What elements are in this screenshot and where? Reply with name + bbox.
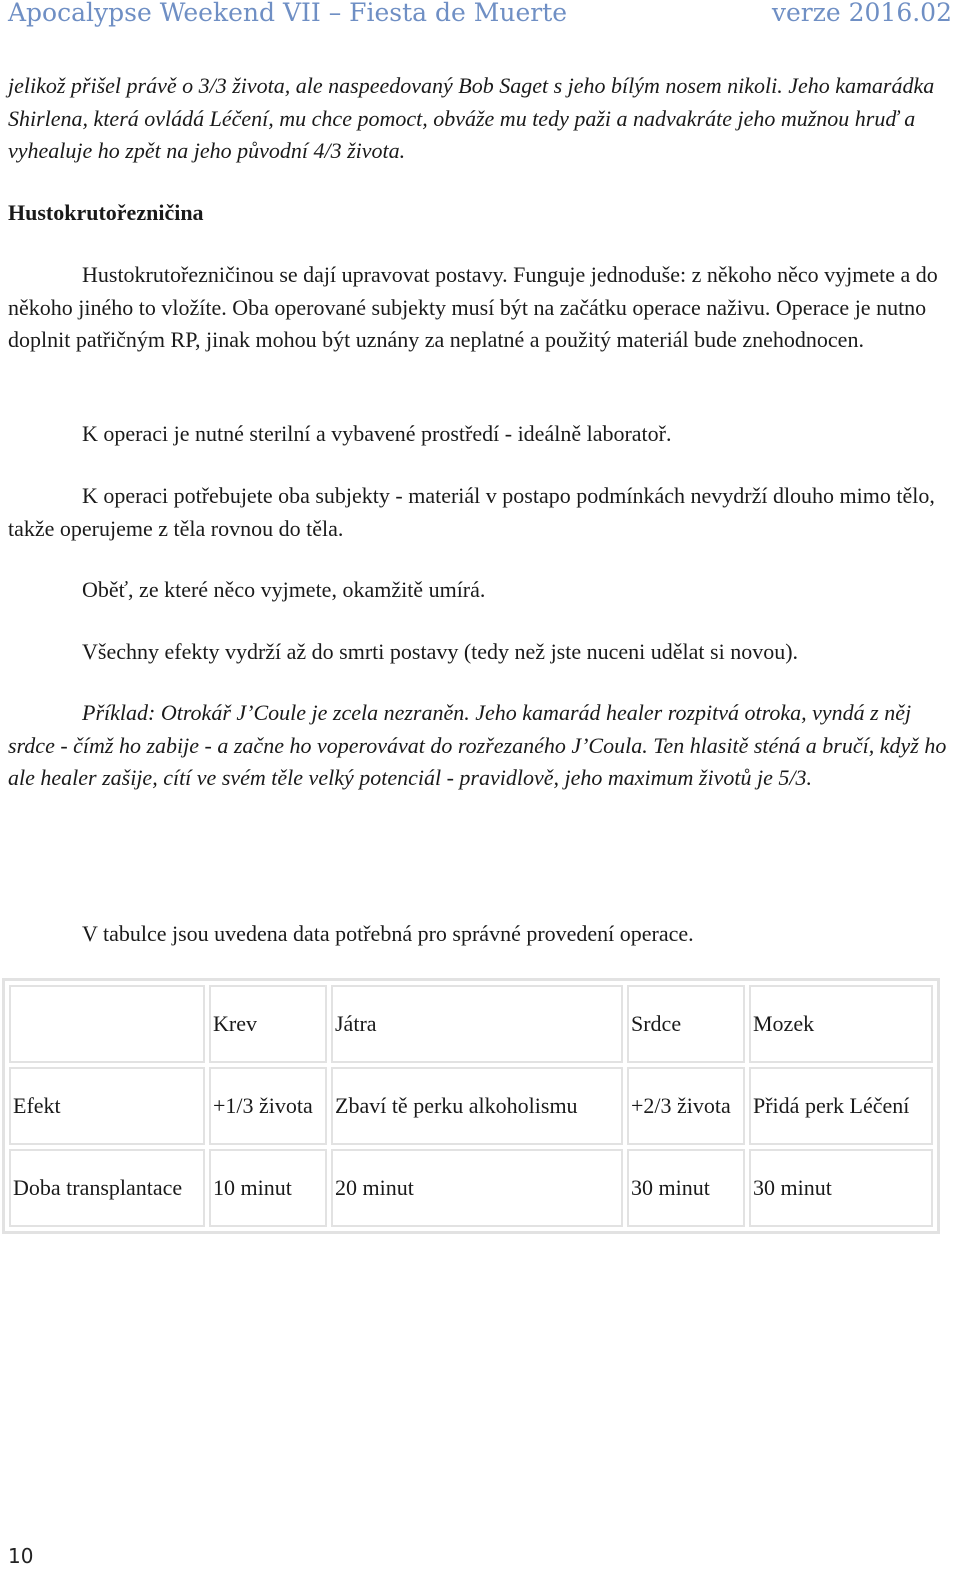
section-heading: Hustokrutořezničina bbox=[8, 200, 204, 225]
intro-paragraph: jelikož přišel právě o 3/3 života, ale naspeedovaný Bob Saget s jeho bílým nosem nikoli. Jeho kamarádka Shirlena, která ovládá Léčení, mu chce pomoct, obváže mu tedy paži a nadvakráte jeho mužnou hruď a vyhealuje ho zpět na jeho původní 4/3 života. bbox=[8, 73, 935, 163]
table-cell: 10 minut bbox=[209, 1149, 327, 1227]
page-number: 10 bbox=[8, 1544, 34, 1568]
table-cell bbox=[9, 985, 205, 1063]
table-row bbox=[9, 1149, 933, 1227]
page-header bbox=[8, 0, 952, 32]
paragraph-example: Příklad: Otrokář J’Coule je zcela nezraněn. Jeho kamarád healer rozpitvá otroka, vyndá z něj srdce - čímž ho zabije - a začne ho voperovávat do rozřezaného J’Coula. Ten hlasitě sténá a bručí, když ho ale healer zašije, cítí ve svém těle velký potenciál - pravidlově, jeho maximum životů je 5/3. bbox=[8, 700, 947, 790]
paragraph-subjects: K operaci potřebujete oba subjekty - materiál v postapo podmínkách nevydrží dlouho mimo tělo, takže operujeme z těla rovnou do těla. bbox=[8, 483, 935, 541]
table-cell: Zbaví tě perku alkoholismu bbox=[331, 1067, 623, 1145]
table-row bbox=[9, 1067, 933, 1145]
document-version: verze 2016.02 bbox=[771, 0, 952, 27]
paragraph-duration: Všechny efekty vydrží až do smrti postavy (tedy než jste nuceni udělat si novou). bbox=[82, 639, 799, 664]
paragraph-environment: K operaci je nutné sterilní a vybavené prostředí - ideálně laboratoř. bbox=[82, 421, 672, 446]
table-cell: Přidá perk Léčení bbox=[749, 1067, 933, 1145]
paragraph-table-intro: V tabulce jsou uvedena data potřebná pro správné provedení operace. bbox=[82, 921, 694, 946]
table-cell: +2/3 života bbox=[627, 1067, 745, 1145]
paragraph-definition: Hustokrutořezničinou se dají upravovat postavy. Funguje jednoduše: z někoho něco vyjmete a do někoho jiného to vložíte. Oba operované subjekty musí být na začátku operace naživu. Operace je nutno doplnit patřičným RP, jinak mohou být uznány za neplatné a použitý materiál bude znehodnocen. bbox=[8, 262, 938, 352]
table-header-cell: Krev bbox=[209, 985, 327, 1063]
table-row-label: Doba transplantace bbox=[9, 1149, 205, 1227]
table-header-row bbox=[9, 985, 933, 1063]
table-cell: 30 minut bbox=[749, 1149, 933, 1227]
table-cell: 30 minut bbox=[627, 1149, 745, 1227]
table-cell: +1/3 života bbox=[209, 1067, 327, 1145]
transplant-table bbox=[2, 978, 940, 1234]
table-cell: 20 minut bbox=[331, 1149, 623, 1227]
table-row-label: Efekt bbox=[9, 1067, 205, 1145]
table-header-cell: Mozek bbox=[749, 985, 933, 1063]
table-header-cell: Srdce bbox=[627, 985, 745, 1063]
paragraph-victim: Oběť, ze které něco vyjmete, okamžitě umírá. bbox=[82, 577, 486, 602]
document-title: Apocalypse Weekend VII – Fiesta de Muerte bbox=[8, 0, 568, 27]
table-header-cell: Játra bbox=[331, 985, 623, 1063]
